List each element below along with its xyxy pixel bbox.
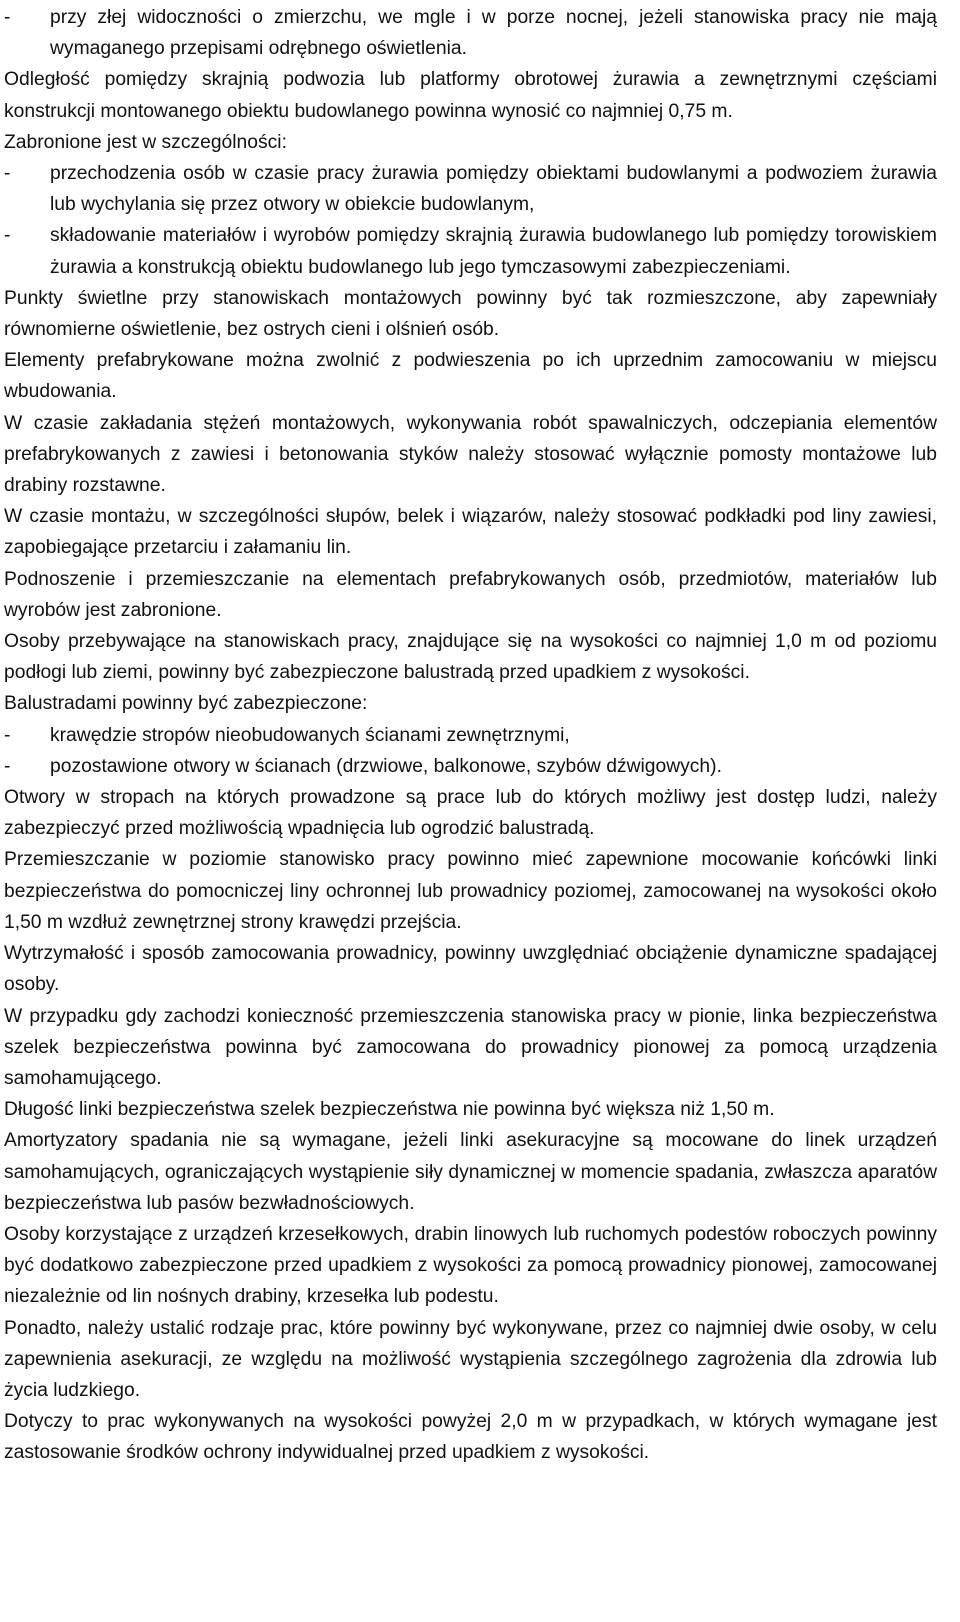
paragraph: Długość linki bezpieczeństwa szelek bezpieczeństwa nie powinna być większa niż 1,50 m. <box>4 1099 775 1121</box>
list-item-text: przechodzenia osób w czasie pracy żurawia pomiędzy obiektami budowlanymi a podwoziem żurawia lub wychylania się przez otwory w obiekcie budowlanym, <box>50 163 937 216</box>
paragraph: W czasie zakładania stężeń montażowych, wykonywania robót spawalniczych, odczepiania elementów prefabrykowanych z zawiesi i betonowania styków należy stosować wyłącznie pomosty montażowe lub drabiny rozstawne. <box>4 412 937 497</box>
list-item <box>0 158 960 220</box>
paragraph: Wytrzymałość i sposób zamocowania prowadnicy, powinny uwzględniać obciążenie dynamiczne spadającej osoby. <box>4 943 937 996</box>
list-dash: - <box>4 724 11 746</box>
paragraph: Elementy prefabrykowane można zwolnić z podwieszenia po ich uprzednim zamocowaniu w miejscu wbudowania. <box>4 350 937 403</box>
paragraph: Przemieszczanie w poziomie stanowisko pracy powinno mieć zapewnione mocowanie końcówki linki bezpieczeństwa do pomocniczej liny ochronnej lub prowadnicy poziomej, zamocowanej na wysokości około 1,50 m wzdłuż zewnętrznej strony krawędzi przejścia. <box>4 849 937 933</box>
paragraph: W czasie montażu, w szczególności słupów, belek i wiązarów, należy stosować podkładki pod liny zawiesi, zapobiegające przetarciu i załamaniu lin. <box>4 506 937 559</box>
list-item-text: przy złej widoczności o zmierzchu, we mgle i w porze nocnej, jeżeli stanowiska pracy nie mają wymaganego przepisami odrębnego oświetlenia. <box>50 7 937 60</box>
list-dash: - <box>4 755 11 777</box>
list-dash: - <box>4 7 11 28</box>
paragraph: Amortyzatory spadania nie są wymagane, jeżeli linki asekuracyjne są mocowane do linek urządzeń samohamujących, ograniczających wystąpienie siły dynamicznej w momencie spadania, zwłaszcza aparatów bezpieczeństwa lub pasów bezwładnościowych. <box>4 1130 937 1214</box>
list-dash: - <box>4 163 11 185</box>
list-item-text: krawędzie stropów nieobudowanych ścianami zewnętrznymi, <box>50 724 570 746</box>
list-item <box>0 720 960 751</box>
paragraph: Osoby korzystające z urządzeń krzesełkowych, drabin linowych lub ruchomych podestów roboczych powinny być dodatkowo zabezpieczone przed upadkiem z wysokości za pomocą prowadnicy pionowej, zamocowanej niezależnie od lin nośnych drabiny, krzesełka lub podestu. <box>4 1223 937 1308</box>
paragraph: Zabronione jest w szczególności: <box>4 131 287 153</box>
list-item-text: składowanie materiałów i wyrobów pomiędzy skrajnią żurawia budowlanego lub pomiędzy torowiskiem żurawia a konstrukcją obiektu budowlanego lub jego tymczasowymi zabezpieczeniami. <box>50 225 937 278</box>
list-item <box>0 220 960 282</box>
paragraph: Punkty świetlne przy stanowiskach montażowych powinny być tak rozmieszczone, aby zapewniały równomierne oświetlenie, bez ostrych cieni i olśnień osób. <box>4 287 937 341</box>
list-item <box>0 751 960 782</box>
paragraph: Balustradami powinny być zabezpieczone: <box>4 693 368 715</box>
list-item-text: pozostawione otwory w ścianach (drzwiowe, balkonowe, szybów dźwigowych). <box>50 755 722 777</box>
paragraph: Osoby przebywające na stanowiskach pracy, znajdujące się na wysokości co najmniej 1,0 m od poziomu podłogi lub ziemi, powinny być zabezpieczone balustradą przed upadkiem z wysokości. <box>4 631 937 684</box>
paragraph: Otwory w stropach na których prowadzone są prace lub do których możliwy jest dostęp ludzi, należy zabezpieczyć przed możliwością wpadnięcia lub ogrodzić balustradą. <box>4 787 937 840</box>
paragraph: Ponadto, należy ustalić rodzaje prac, które powinny być wykonywane, przez co najmniej dwie osoby, w celu zapewnienia asekuracji, ze względu na możliwość wystąpienia szczególnego zagrożenia dla zdrowia lub życia ludzkiego. <box>4 1317 937 1401</box>
list-item <box>0 2 960 64</box>
paragraph: Podnoszenie i przemieszczanie na elementach prefabrykowanych osób, przedmiotów, materiałów lub wyrobów jest zabronione. <box>4 568 937 621</box>
list-dash: - <box>4 225 11 247</box>
paragraph: Dotyczy to prac wykonywanych na wysokości powyżej 2,0 m w przypadkach, w których wymagane jest zastosowanie środków ochrony indywidualnej przed upadkiem z wysokości. <box>4 1411 937 1464</box>
paragraph: Odległość pomiędzy skrajnią podwozia lub platformy obrotowej żurawia a zewnętrznymi częściami konstrukcji montowanego obiektu budowlanego powinna wynosić co najmniej 0,75 m. <box>4 69 937 122</box>
paragraph: W przypadku gdy zachodzi konieczność przemieszczenia stanowiska pracy w pionie, linka bezpieczeństwa szelek bezpieczeństwa powinna być zamocowana do prowadnicy pionowej za pomocą urządzenia samohamującego. <box>4 1005 937 1089</box>
